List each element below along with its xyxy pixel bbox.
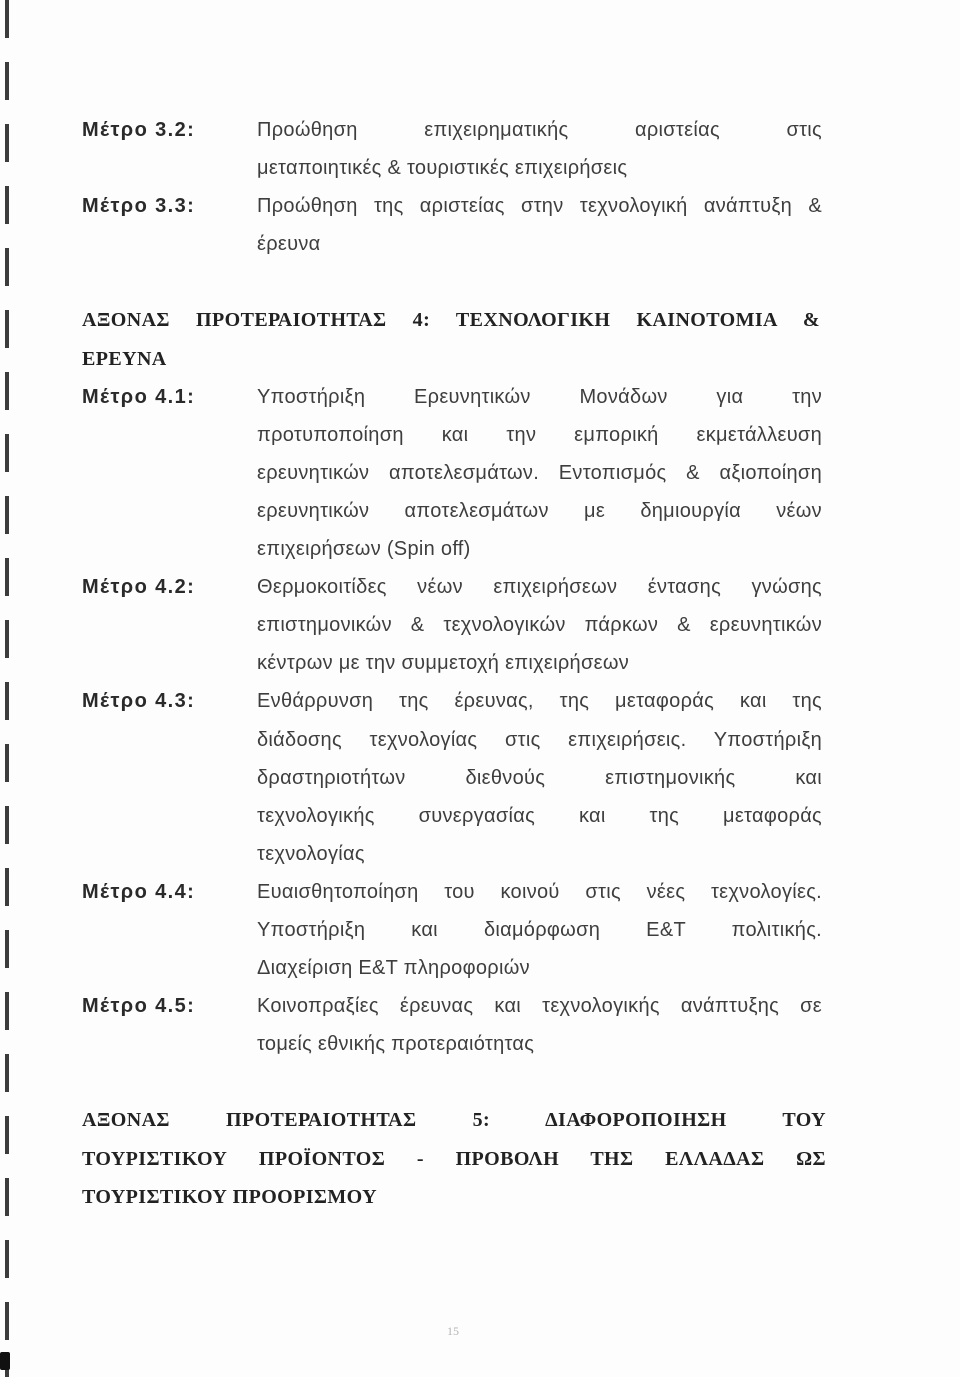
- measure-text-line: επιχειρήσεων (Spin off): [257, 538, 471, 561]
- measure-row: [82, 1025, 826, 1063]
- measure-row: [82, 454, 826, 492]
- measure-row: [82, 759, 826, 797]
- measure-text-line: έρευνα: [257, 233, 321, 256]
- measure-row: [82, 721, 826, 759]
- measure-label-spacer: [82, 721, 257, 759]
- measure-label: Μέτρο 4.1:: [82, 385, 196, 408]
- axis-heading-row: [82, 301, 826, 339]
- measure-row: [82, 644, 826, 682]
- measure-row: [82, 568, 826, 606]
- measure-row: [82, 378, 826, 416]
- measure-row: [82, 873, 826, 911]
- measure-text-line: ερευνητικών αποτελεσμάτων με δημιουργία νέων: [257, 499, 822, 522]
- measure-text-line: προτυποποίηση και την εμπορική εκμετάλλευση: [257, 423, 822, 446]
- measure-label-spacer: [82, 606, 257, 644]
- measure-row: [82, 682, 826, 720]
- measure-text-line: μεταποιητικές & τουριστικές επιχειρήσεις: [257, 157, 628, 180]
- axis-heading-line: ΤΟΥΡΙΣΤΙΚΟΥ ΠΡΟΟΡΙΣΜΟΥ: [82, 1185, 377, 1208]
- measure-label-spacer: [82, 454, 257, 492]
- measure-row: [82, 416, 826, 454]
- axis-heading-line: ΑΞΟΝΑΣ ΠΡΟΤΕΡΑΙΟΤΗΤΑΣ 5: ΔΙΑΦΟΡΟΠΟΙΗΣΗ ΤΟΥ: [82, 1109, 826, 1132]
- measure-text-line: Υποστήριξη και διαμόρφωση Ε&Τ πολιτικής.: [257, 918, 822, 941]
- measure-label: Μέτρο 4.2:: [82, 576, 196, 599]
- measure-row: [82, 835, 826, 873]
- measure-text-line: Υποστήριξη Ερευνητικών Μονάδων για την: [257, 385, 822, 408]
- measure-text-line: ερευνητικών αποτελεσμάτων. Εντοπισμός & αξιοποίηση: [257, 461, 822, 484]
- measure-text-line: διάδοσης τεχνολογίας στις επιχειρήσεις. Υποστήριξη: [257, 728, 822, 751]
- measure-row: [82, 187, 826, 225]
- measure-text-line: επιστημονικών & τεχνολογικών πάρκων & ερευνητικών: [257, 614, 822, 637]
- measure-label: Μέτρο 4.4:: [82, 880, 196, 903]
- axis-heading-line: ΑΞΟΝΑΣ ΠΡΟΤΕΡΑΙΟΤΗΤΑΣ 4: ΤΕΧΝΟΛΟΓΙΚΗ ΚΑΙΝΟΤΟΜΙΑ &: [82, 309, 820, 332]
- measure-text-line: Θερμοκοιτίδες νέων επιχειρήσεων έντασης γνώσης: [257, 576, 822, 599]
- measure-text-line: κέντρων με την συμμετοχή επιχειρήσεων: [257, 652, 630, 675]
- axis-heading-line: ΤΟΥΡΙΣΤΙΚΟΥ ΠΡΟΪΟΝΤΟΣ - ΠΡΟΒΟΛΗ ΤΗΣ ΕΛΛΑΔΑΣ ΩΣ: [82, 1147, 826, 1170]
- measure-row: [82, 797, 826, 835]
- measure-label-spacer: [82, 530, 257, 568]
- measure-row: [82, 987, 826, 1025]
- measure-row: [82, 225, 826, 263]
- measure-label: Μέτρο 3.2:: [82, 119, 196, 141]
- measure-text-line: τομείς εθνικής προτεραιότητας: [257, 1033, 535, 1056]
- measure-label-spacer: [82, 835, 257, 873]
- axis-heading-line: ΕΡΕΥΝΑ: [82, 347, 167, 370]
- measure-row: [82, 606, 826, 644]
- measure-label-spacer: [82, 759, 257, 797]
- measure-text-line: Κοινοπραξίες έρευνας και τεχνολογικής ανάπτυξης σε: [257, 995, 822, 1018]
- measure-row: [82, 111, 826, 149]
- measure-text-line: Διαχείριση Ε&Τ πληροφοριών: [257, 957, 530, 980]
- blank-line: [82, 1063, 826, 1101]
- measure-text-line: Προώθηση επιχειρηματικής αριστείας στις: [257, 119, 822, 141]
- measure-text-line: δραστηριοτήτων διεθνούς επιστημονικής και: [257, 766, 822, 789]
- measure-label-spacer: [82, 797, 257, 835]
- measure-label: Μέτρο 3.3:: [82, 195, 196, 218]
- scan-edge-marks: [5, 0, 9, 1377]
- blank-line: [82, 263, 826, 301]
- measure-row: [82, 949, 826, 987]
- measure-row: [82, 530, 826, 568]
- axis-heading-row: [82, 1178, 826, 1216]
- measure-label-spacer: [82, 149, 257, 187]
- measure-label: Μέτρο 4.5:: [82, 995, 196, 1018]
- measure-label: Μέτρο 4.3:: [82, 690, 196, 713]
- scan-blob-mark: [0, 1352, 10, 1370]
- page-number: 15: [447, 1324, 459, 1338]
- axis-heading-row: [82, 1140, 826, 1178]
- axis-heading-row: [82, 340, 826, 378]
- measure-row: [82, 911, 826, 949]
- measure-label-spacer: [82, 492, 257, 530]
- measure-text-line: Ευαισθητοποίηση του κοινού στις νέες τεχνολογίες.: [257, 880, 822, 903]
- measure-label-spacer: [82, 1025, 257, 1063]
- measure-label-spacer: [82, 416, 257, 454]
- measure-label-spacer: [82, 949, 257, 987]
- measure-label-spacer: [82, 911, 257, 949]
- measure-row: [82, 149, 826, 187]
- measure-text-line: Προώθηση της αριστείας στην τεχνολογική ανάπτυξη &: [257, 195, 822, 218]
- document-page: [82, 111, 826, 1216]
- measure-text-line: Ενθάρρυνση της έρευνας, της μεταφοράς και της: [257, 690, 822, 713]
- measure-row: [82, 492, 826, 530]
- axis-heading-row: [82, 1101, 826, 1139]
- measure-label-spacer: [82, 644, 257, 682]
- measure-text-line: τεχνολογικής συνεργασίας και της μεταφοράς: [257, 804, 822, 827]
- measure-label-spacer: [82, 225, 257, 263]
- measure-text-line: τεχνολογίας: [257, 842, 365, 865]
